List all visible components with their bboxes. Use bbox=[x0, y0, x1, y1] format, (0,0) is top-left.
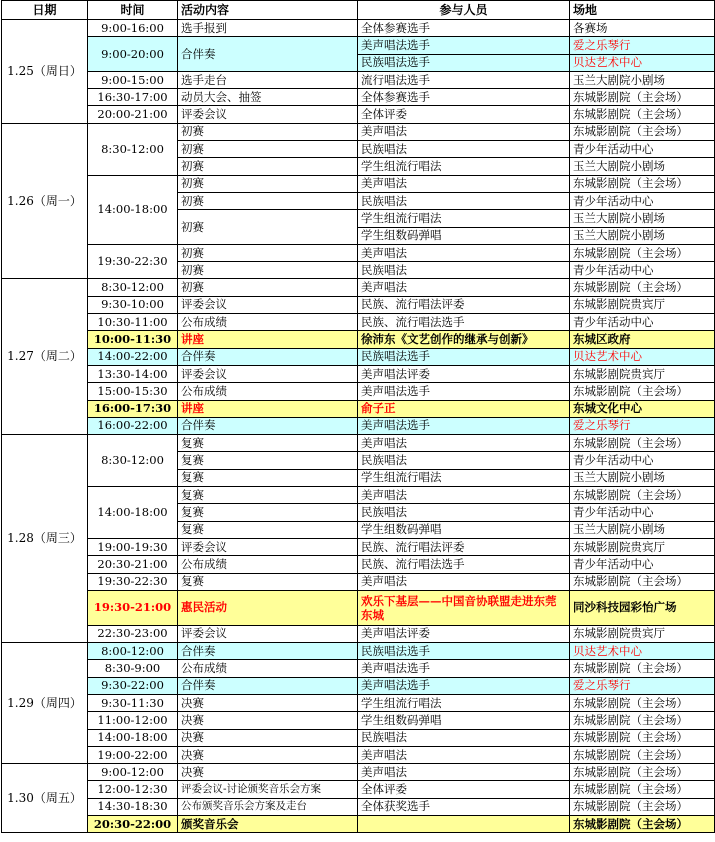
time-cell: 19:00-19:30 bbox=[88, 538, 178, 555]
participants-cell: 美声唱法评委 bbox=[358, 365, 570, 382]
activity-cell: 初赛 bbox=[178, 123, 358, 140]
time-cell: 14:00-18:00 bbox=[88, 175, 178, 244]
time-cell: 16:00-22:00 bbox=[88, 417, 178, 434]
venue-cell: 贝达艺术中心 bbox=[570, 54, 715, 71]
table-row bbox=[2, 244, 715, 261]
table-row bbox=[2, 677, 715, 694]
activity-cell: 复赛 bbox=[178, 504, 358, 521]
venue-cell: 东城影剧院（主会场） bbox=[570, 106, 715, 123]
header-time: 时间 bbox=[88, 1, 178, 20]
header-venue: 场地 bbox=[570, 1, 715, 20]
participants-cell: 美声唱法选手 bbox=[358, 660, 570, 677]
time-cell: 10:30-11:00 bbox=[88, 314, 178, 331]
activity-cell: 决赛 bbox=[178, 729, 358, 746]
venue-cell: 东城影剧院（主会场） bbox=[570, 729, 715, 746]
participants-cell: 民族唱法 bbox=[358, 192, 570, 209]
time-cell: 9:00-20:00 bbox=[88, 37, 178, 72]
time-cell: 10:00-11:30 bbox=[88, 331, 178, 348]
date-cell: 1.26（周一） bbox=[2, 123, 88, 279]
table-row bbox=[2, 296, 715, 313]
venue-cell: 东城影剧院（主会场） bbox=[570, 175, 715, 192]
activity-cell: 评委会议 bbox=[178, 106, 358, 123]
activity-cell: 复赛 bbox=[178, 452, 358, 469]
activity-cell: 公布成绩 bbox=[178, 660, 358, 677]
activity-cell: 初赛 bbox=[178, 141, 358, 158]
table-row bbox=[2, 694, 715, 711]
date-cell: 1.30（周五） bbox=[2, 764, 88, 833]
activity-cell: 决赛 bbox=[178, 764, 358, 781]
participants-cell: 美声唱法选手 bbox=[358, 383, 570, 400]
participants-cell: 民族唱法 bbox=[358, 504, 570, 521]
time-cell: 9:30-11:30 bbox=[88, 694, 178, 711]
schedule-table bbox=[1, 0, 715, 833]
activity-cell: 颁奖音乐会 bbox=[178, 816, 358, 833]
participants-cell: 美声唱法选手 bbox=[358, 37, 570, 54]
table-row-highlight bbox=[2, 400, 715, 417]
table-row-highlight bbox=[2, 331, 715, 348]
time-cell: 9:30-22:00 bbox=[88, 677, 178, 694]
participants-cell: 美声唱法 bbox=[358, 573, 570, 590]
activity-cell: 复赛 bbox=[178, 521, 358, 538]
time-cell: 14:00-18:00 bbox=[88, 729, 178, 746]
activity-cell: 评委会议 bbox=[178, 538, 358, 555]
venue-cell: 青少年活动中心 bbox=[570, 141, 715, 158]
activity-cell: 初赛 bbox=[178, 210, 358, 245]
activity-cell: 公布颁奖音乐会方案及走台 bbox=[178, 798, 358, 815]
venue-cell: 玉兰大剧院小剧场 bbox=[570, 71, 715, 88]
time-cell: 8:30-12:00 bbox=[88, 123, 178, 175]
participants-cell: 民族唱法选手 bbox=[358, 348, 570, 365]
activity-cell: 评委会议 bbox=[178, 625, 358, 642]
venue-cell: 东城影剧院（主会场） bbox=[570, 383, 715, 400]
table-row bbox=[2, 71, 715, 88]
time-cell: 15:00-15:30 bbox=[88, 383, 178, 400]
venue-cell: 玉兰大剧院小剧场 bbox=[570, 227, 715, 244]
venue-cell: 贝达艺术中心 bbox=[570, 643, 715, 660]
participants-cell: 美声唱法 bbox=[358, 175, 570, 192]
table-row bbox=[2, 538, 715, 555]
participants-cell: 流行唱法选手 bbox=[358, 71, 570, 88]
venue-cell: 东城影剧院（主会场） bbox=[570, 816, 715, 833]
participants-cell: 民族唱法选手 bbox=[358, 54, 570, 71]
time-cell: 19:30-22:30 bbox=[88, 244, 178, 279]
venue-cell: 青少年活动中心 bbox=[570, 192, 715, 209]
activity-cell: 评委会议-讨论颁奖音乐会方案 bbox=[178, 781, 358, 798]
activity-cell: 合伴奏 bbox=[178, 677, 358, 694]
activity-cell: 惠民活动 bbox=[178, 590, 358, 625]
participants-cell: 学生组数码弹唱 bbox=[358, 227, 570, 244]
table-row bbox=[2, 712, 715, 729]
date-cell: 1.28（周三） bbox=[2, 435, 88, 643]
activity-cell: 公布成绩 bbox=[178, 383, 358, 400]
time-cell: 9:00-15:00 bbox=[88, 71, 178, 88]
activity-cell: 讲座 bbox=[178, 331, 358, 348]
table-row bbox=[2, 20, 715, 37]
table-row bbox=[2, 435, 715, 452]
activity-cell: 公布成绩 bbox=[178, 314, 358, 331]
header-activity: 活动内容 bbox=[178, 1, 358, 20]
activity-cell: 决赛 bbox=[178, 712, 358, 729]
activity-cell: 合伴奏 bbox=[178, 643, 358, 660]
time-cell: 14:00-18:00 bbox=[88, 487, 178, 539]
venue-cell: 玉兰大剧院小剧场 bbox=[570, 158, 715, 175]
table-row bbox=[2, 781, 715, 798]
participants-cell: 美声唱法 bbox=[358, 746, 570, 763]
activity-cell: 复赛 bbox=[178, 573, 358, 590]
activity-cell: 决赛 bbox=[178, 694, 358, 711]
participants-cell: 全体参赛选手 bbox=[358, 89, 570, 106]
table-row bbox=[2, 37, 715, 54]
time-cell: 8:30-12:00 bbox=[88, 435, 178, 487]
activity-cell: 决赛 bbox=[178, 746, 358, 763]
time-cell: 12:00-12:30 bbox=[88, 781, 178, 798]
venue-cell: 东城影剧院（主会场） bbox=[570, 660, 715, 677]
activity-cell: 合伴奏 bbox=[178, 348, 358, 365]
table-row bbox=[2, 573, 715, 590]
participants-cell: 全体获奖选手 bbox=[358, 798, 570, 815]
participants-cell: 学生组流行唱法 bbox=[358, 694, 570, 711]
table-row bbox=[2, 729, 715, 746]
venue-cell: 东城影剧院贵宾厅 bbox=[570, 538, 715, 555]
activity-cell: 初赛 bbox=[178, 175, 358, 192]
activity-cell: 评委会议 bbox=[178, 365, 358, 382]
time-cell: 9:00-12:00 bbox=[88, 764, 178, 781]
participants-cell: 美声唱法 bbox=[358, 435, 570, 452]
table-row bbox=[2, 175, 715, 192]
table-row bbox=[2, 123, 715, 140]
table-row bbox=[2, 348, 715, 365]
activity-cell: 评委会议 bbox=[178, 296, 358, 313]
venue-cell: 贝达艺术中心 bbox=[570, 348, 715, 365]
date-cell: 1.27（周二） bbox=[2, 279, 88, 435]
time-cell: 8:00-12:00 bbox=[88, 643, 178, 660]
table-row bbox=[2, 487, 715, 504]
venue-cell: 东城影剧院贵宾厅 bbox=[570, 296, 715, 313]
venue-cell: 青少年活动中心 bbox=[570, 452, 715, 469]
header-date: 日期 bbox=[2, 1, 88, 20]
participants-cell: 民族唱法 bbox=[358, 141, 570, 158]
activity-cell: 初赛 bbox=[178, 244, 358, 261]
participants-cell: 学生组数码弹唱 bbox=[358, 712, 570, 729]
participants-cell: 美声唱法 bbox=[358, 123, 570, 140]
venue-cell: 东城影剧院（主会场） bbox=[570, 279, 715, 296]
table-row bbox=[2, 643, 715, 660]
time-cell: 8:30-9:00 bbox=[88, 660, 178, 677]
participants-cell: 全体评委 bbox=[358, 106, 570, 123]
header-participants: 参与人员 bbox=[358, 1, 570, 20]
participants-cell: 美声唱法选手 bbox=[358, 677, 570, 694]
activity-cell: 公布成绩 bbox=[178, 556, 358, 573]
venue-cell: 东城影剧院（主会场） bbox=[570, 435, 715, 452]
activity-cell: 初赛 bbox=[178, 279, 358, 296]
participants-cell: 美声唱法 bbox=[358, 764, 570, 781]
activity-cell: 选手报到 bbox=[178, 20, 358, 37]
venue-cell: 东城影剧院（主会场） bbox=[570, 746, 715, 763]
venue-cell: 东城区政府 bbox=[570, 331, 715, 348]
participants-cell: 全体评委 bbox=[358, 781, 570, 798]
activity-cell: 复赛 bbox=[178, 435, 358, 452]
table-row bbox=[2, 383, 715, 400]
participants-cell: 美声唱法 bbox=[358, 279, 570, 296]
table-row-highlight bbox=[2, 590, 715, 625]
participants-cell: 学生组数码弹唱 bbox=[358, 521, 570, 538]
table-row bbox=[2, 314, 715, 331]
participants-cell: 全体参赛选手 bbox=[358, 20, 570, 37]
venue-cell: 东城影剧院（主会场） bbox=[570, 798, 715, 815]
participants-cell: 民族、流行唱法评委 bbox=[358, 296, 570, 313]
participants-cell: 美声唱法评委 bbox=[358, 625, 570, 642]
date-cell: 1.25（周日） bbox=[2, 20, 88, 124]
venue-cell: 各赛场 bbox=[570, 20, 715, 37]
table-row bbox=[2, 764, 715, 781]
venue-cell: 东城影剧院（主会场） bbox=[570, 764, 715, 781]
venue-cell: 东城影剧院（主会场） bbox=[570, 781, 715, 798]
participants-cell: 民族唱法 bbox=[358, 729, 570, 746]
participants-cell: 俞子正 bbox=[358, 400, 570, 417]
venue-cell: 爱之乐琴行 bbox=[570, 677, 715, 694]
activity-cell: 初赛 bbox=[178, 262, 358, 279]
time-cell: 20:30-21:00 bbox=[88, 556, 178, 573]
participants-cell: 民族、流行唱法选手 bbox=[358, 556, 570, 573]
venue-cell: 东城影剧院（主会场） bbox=[570, 123, 715, 140]
time-cell: 22:30-23:00 bbox=[88, 625, 178, 642]
venue-cell: 爱之乐琴行 bbox=[570, 417, 715, 434]
venue-cell: 青少年活动中心 bbox=[570, 262, 715, 279]
table-row bbox=[2, 89, 715, 106]
participants-cell: 学生组流行唱法 bbox=[358, 158, 570, 175]
venue-cell: 青少年活动中心 bbox=[570, 314, 715, 331]
activity-cell: 初赛 bbox=[178, 192, 358, 209]
venue-cell: 同沙科技园彩怡广场 bbox=[570, 590, 715, 625]
time-cell: 16:30-17:00 bbox=[88, 89, 178, 106]
venue-cell: 玉兰大剧院小剧场 bbox=[570, 469, 715, 486]
venue-cell: 东城影剧院（主会场） bbox=[570, 89, 715, 106]
table-row bbox=[2, 798, 715, 815]
table-row bbox=[2, 279, 715, 296]
venue-cell: 东城影剧院贵宾厅 bbox=[570, 625, 715, 642]
venue-cell: 东城影剧院（主会场） bbox=[570, 487, 715, 504]
table-row bbox=[2, 417, 715, 434]
activity-cell: 动员大会、抽签 bbox=[178, 89, 358, 106]
time-cell: 8:30-12:00 bbox=[88, 279, 178, 296]
participants-cell: 徐沛东《文艺创作的继承与创新》 bbox=[358, 331, 570, 348]
venue-cell: 青少年活动中心 bbox=[570, 504, 715, 521]
venue-cell: 爱之乐琴行 bbox=[570, 37, 715, 54]
time-cell: 14:00-22:00 bbox=[88, 348, 178, 365]
participants-cell: 美声唱法选手 bbox=[358, 417, 570, 434]
venue-cell: 玉兰大剧院小剧场 bbox=[570, 210, 715, 227]
participants-cell: 欢乐下基层——中国音协联盟走进东莞东城 bbox=[358, 590, 570, 625]
participants-cell bbox=[358, 816, 570, 833]
participants-cell: 民族唱法 bbox=[358, 262, 570, 279]
activity-cell: 讲座 bbox=[178, 400, 358, 417]
table-row bbox=[2, 660, 715, 677]
header-row bbox=[2, 1, 715, 20]
time-cell: 19:00-22:00 bbox=[88, 746, 178, 763]
time-cell: 19:30-21:00 bbox=[88, 590, 178, 625]
table-row bbox=[2, 106, 715, 123]
venue-cell: 东城影剧院贵宾厅 bbox=[570, 365, 715, 382]
venue-cell: 东城文化中心 bbox=[570, 400, 715, 417]
venue-cell: 东城影剧院（主会场） bbox=[570, 573, 715, 590]
activity-cell: 复赛 bbox=[178, 469, 358, 486]
table-row bbox=[2, 625, 715, 642]
participants-cell: 民族、流行唱法评委 bbox=[358, 538, 570, 555]
venue-cell: 青少年活动中心 bbox=[570, 556, 715, 573]
activity-cell: 选手走台 bbox=[178, 71, 358, 88]
participants-cell: 学生组流行唱法 bbox=[358, 210, 570, 227]
time-cell: 11:00-12:00 bbox=[88, 712, 178, 729]
time-cell: 20:00-21:00 bbox=[88, 106, 178, 123]
venue-cell: 玉兰大剧院小剧场 bbox=[570, 521, 715, 538]
time-cell: 9:00-16:00 bbox=[88, 20, 178, 37]
venue-cell: 东城影剧院（主会场） bbox=[570, 694, 715, 711]
table-row bbox=[2, 746, 715, 763]
time-cell: 16:00-17:30 bbox=[88, 400, 178, 417]
table-row-highlight bbox=[2, 816, 715, 833]
venue-cell: 东城影剧院（主会场） bbox=[570, 244, 715, 261]
time-cell: 9:30-10:00 bbox=[88, 296, 178, 313]
time-cell: 20:30-22:00 bbox=[88, 816, 178, 833]
participants-cell: 美声唱法 bbox=[358, 244, 570, 261]
participants-cell: 美声唱法 bbox=[358, 487, 570, 504]
participants-cell: 民族唱法 bbox=[358, 452, 570, 469]
table-row bbox=[2, 365, 715, 382]
time-cell: 19:30-22:30 bbox=[88, 573, 178, 590]
activity-cell: 合伴奏 bbox=[178, 37, 358, 72]
activity-cell: 初赛 bbox=[178, 158, 358, 175]
activity-cell: 复赛 bbox=[178, 487, 358, 504]
date-cell: 1.29（周四） bbox=[2, 643, 88, 764]
participants-cell: 学生组流行唱法 bbox=[358, 469, 570, 486]
time-cell: 13:30-14:00 bbox=[88, 365, 178, 382]
activity-cell: 合伴奏 bbox=[178, 417, 358, 434]
time-cell: 14:30-18:30 bbox=[88, 798, 178, 815]
table-row bbox=[2, 556, 715, 573]
participants-cell: 民族唱法选手 bbox=[358, 643, 570, 660]
participants-cell: 民族、流行唱法选手 bbox=[358, 314, 570, 331]
venue-cell: 东城影剧院（主会场） bbox=[570, 712, 715, 729]
